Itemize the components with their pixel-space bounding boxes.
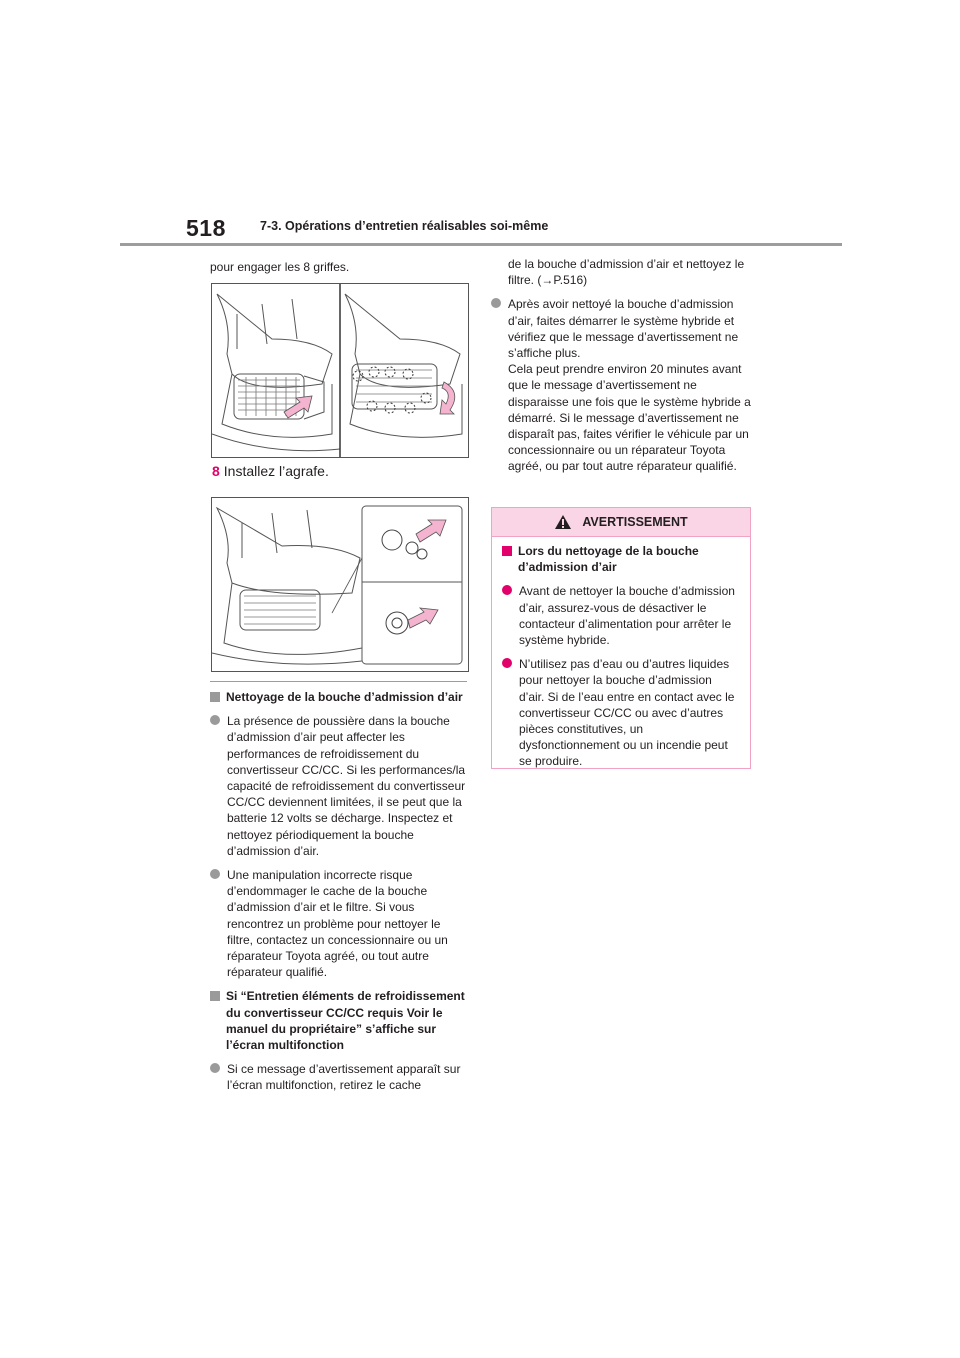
intro-text: pour engager les 8 griffes. [210, 260, 350, 274]
warning-triangle-icon [554, 514, 572, 530]
step-number: 8 [212, 463, 220, 479]
warning-header [492, 508, 750, 537]
section-title: 7-3. Opérations d’entretien réalisables soi-même [260, 219, 549, 233]
header-rule [120, 243, 842, 246]
warning-bullet-power: Avant de nettoyer la bouche d’admission d’air, assurez-vous de désactiver le contacteur d’alimentation pour arrêter le système hybride. [502, 583, 740, 648]
square-bullet-icon [210, 991, 220, 1001]
warning-box [491, 507, 751, 769]
square-bullet-icon [210, 692, 220, 702]
bullet-after-cleaning: Après avoir nettoyé la bouche d’admission d’air, faites démarrer le système hybride et vérifiez que le message d’avertissement ne s’affiche plus. Cela peut prendre environ 20 minutes avant que le message d’avertissement ne disparaisse une fois que le système hybride a démarré. Si le message d’avertissement ne disparaît pas, faites vérifier le véhicule par un concessionnaire ou un réparateur Toyota agréé, ou par tout autre réparateur qualifié. [491, 296, 751, 474]
figure-engage-clips [211, 283, 469, 458]
step-8 [212, 463, 329, 479]
bullet-dust: La présence de poussière dans la bouche d’admission d’air peut affecter les performances de refroidissement du convertisseur CC/CC. Si les performances/la capacité de refroidissement du convertisseur CC/CC deviennent limitées, il se peut que la batterie 12 volts se décharge. Inspectez et nettoyez périodiquement la bouche d’admission d’air. [210, 713, 468, 859]
heading-maintenance-message: Si “Entretien éléments de refroidissement du convertisseur CC/CC requis Voir le manuel du propriétaire” s’affiche sur l’écran multifonction [210, 988, 468, 1053]
warning-bullet-water: N’utilisez pas d’eau ou d’autres liquides pour nettoyer la bouche d’admission d’air. Si de l’eau entre en contact avec le convertisseur CC/CC ou avec d’autres pièces constitutives, un dysfonctionnement ou un incendie peut se produire. [502, 656, 740, 769]
bullet-icon [210, 1063, 220, 1073]
left-divider [210, 681, 467, 682]
right-column [491, 256, 751, 475]
left-column [210, 689, 468, 1094]
bullet-icon [210, 869, 220, 879]
clip-install-illustration [212, 498, 468, 671]
page-number: 518 [186, 215, 226, 241]
warning-title: AVERTISSEMENT [582, 515, 688, 529]
warning-body [492, 537, 750, 770]
bullet-icon [502, 658, 512, 668]
heading-cleaning: Nettoyage de la bouche d’admission d’air [210, 689, 468, 705]
bullet-icon [210, 715, 220, 725]
continued-text: de la bouche d’admission d’air et nettoyez le filtre. (→P.516) [508, 257, 745, 288]
step-text: Installez l’agrafe. [223, 463, 329, 479]
bullet-handling: Une manipulation incorrecte risque d’endommager le cache de la bouche d’admission d’air et le filtre. Si vous rencontrez un problème pour nettoyer le filtre, contactez un concessionnaire ou un réparateur Toyota agréé, ou tout autre réparateur qualifié. [210, 867, 468, 980]
bullet-remove-cover: Si ce message d’avertissement apparaît sur l’écran multifonction, retirez le cache [210, 1061, 468, 1093]
seat-vent-illustration [212, 284, 468, 457]
bullet-icon [491, 298, 501, 308]
bullet-icon [502, 585, 512, 595]
square-bullet-icon [502, 546, 512, 556]
warning-heading: Lors du nettoyage de la bouche d’admission d’air [502, 543, 740, 575]
figure-install-clip [211, 497, 469, 672]
